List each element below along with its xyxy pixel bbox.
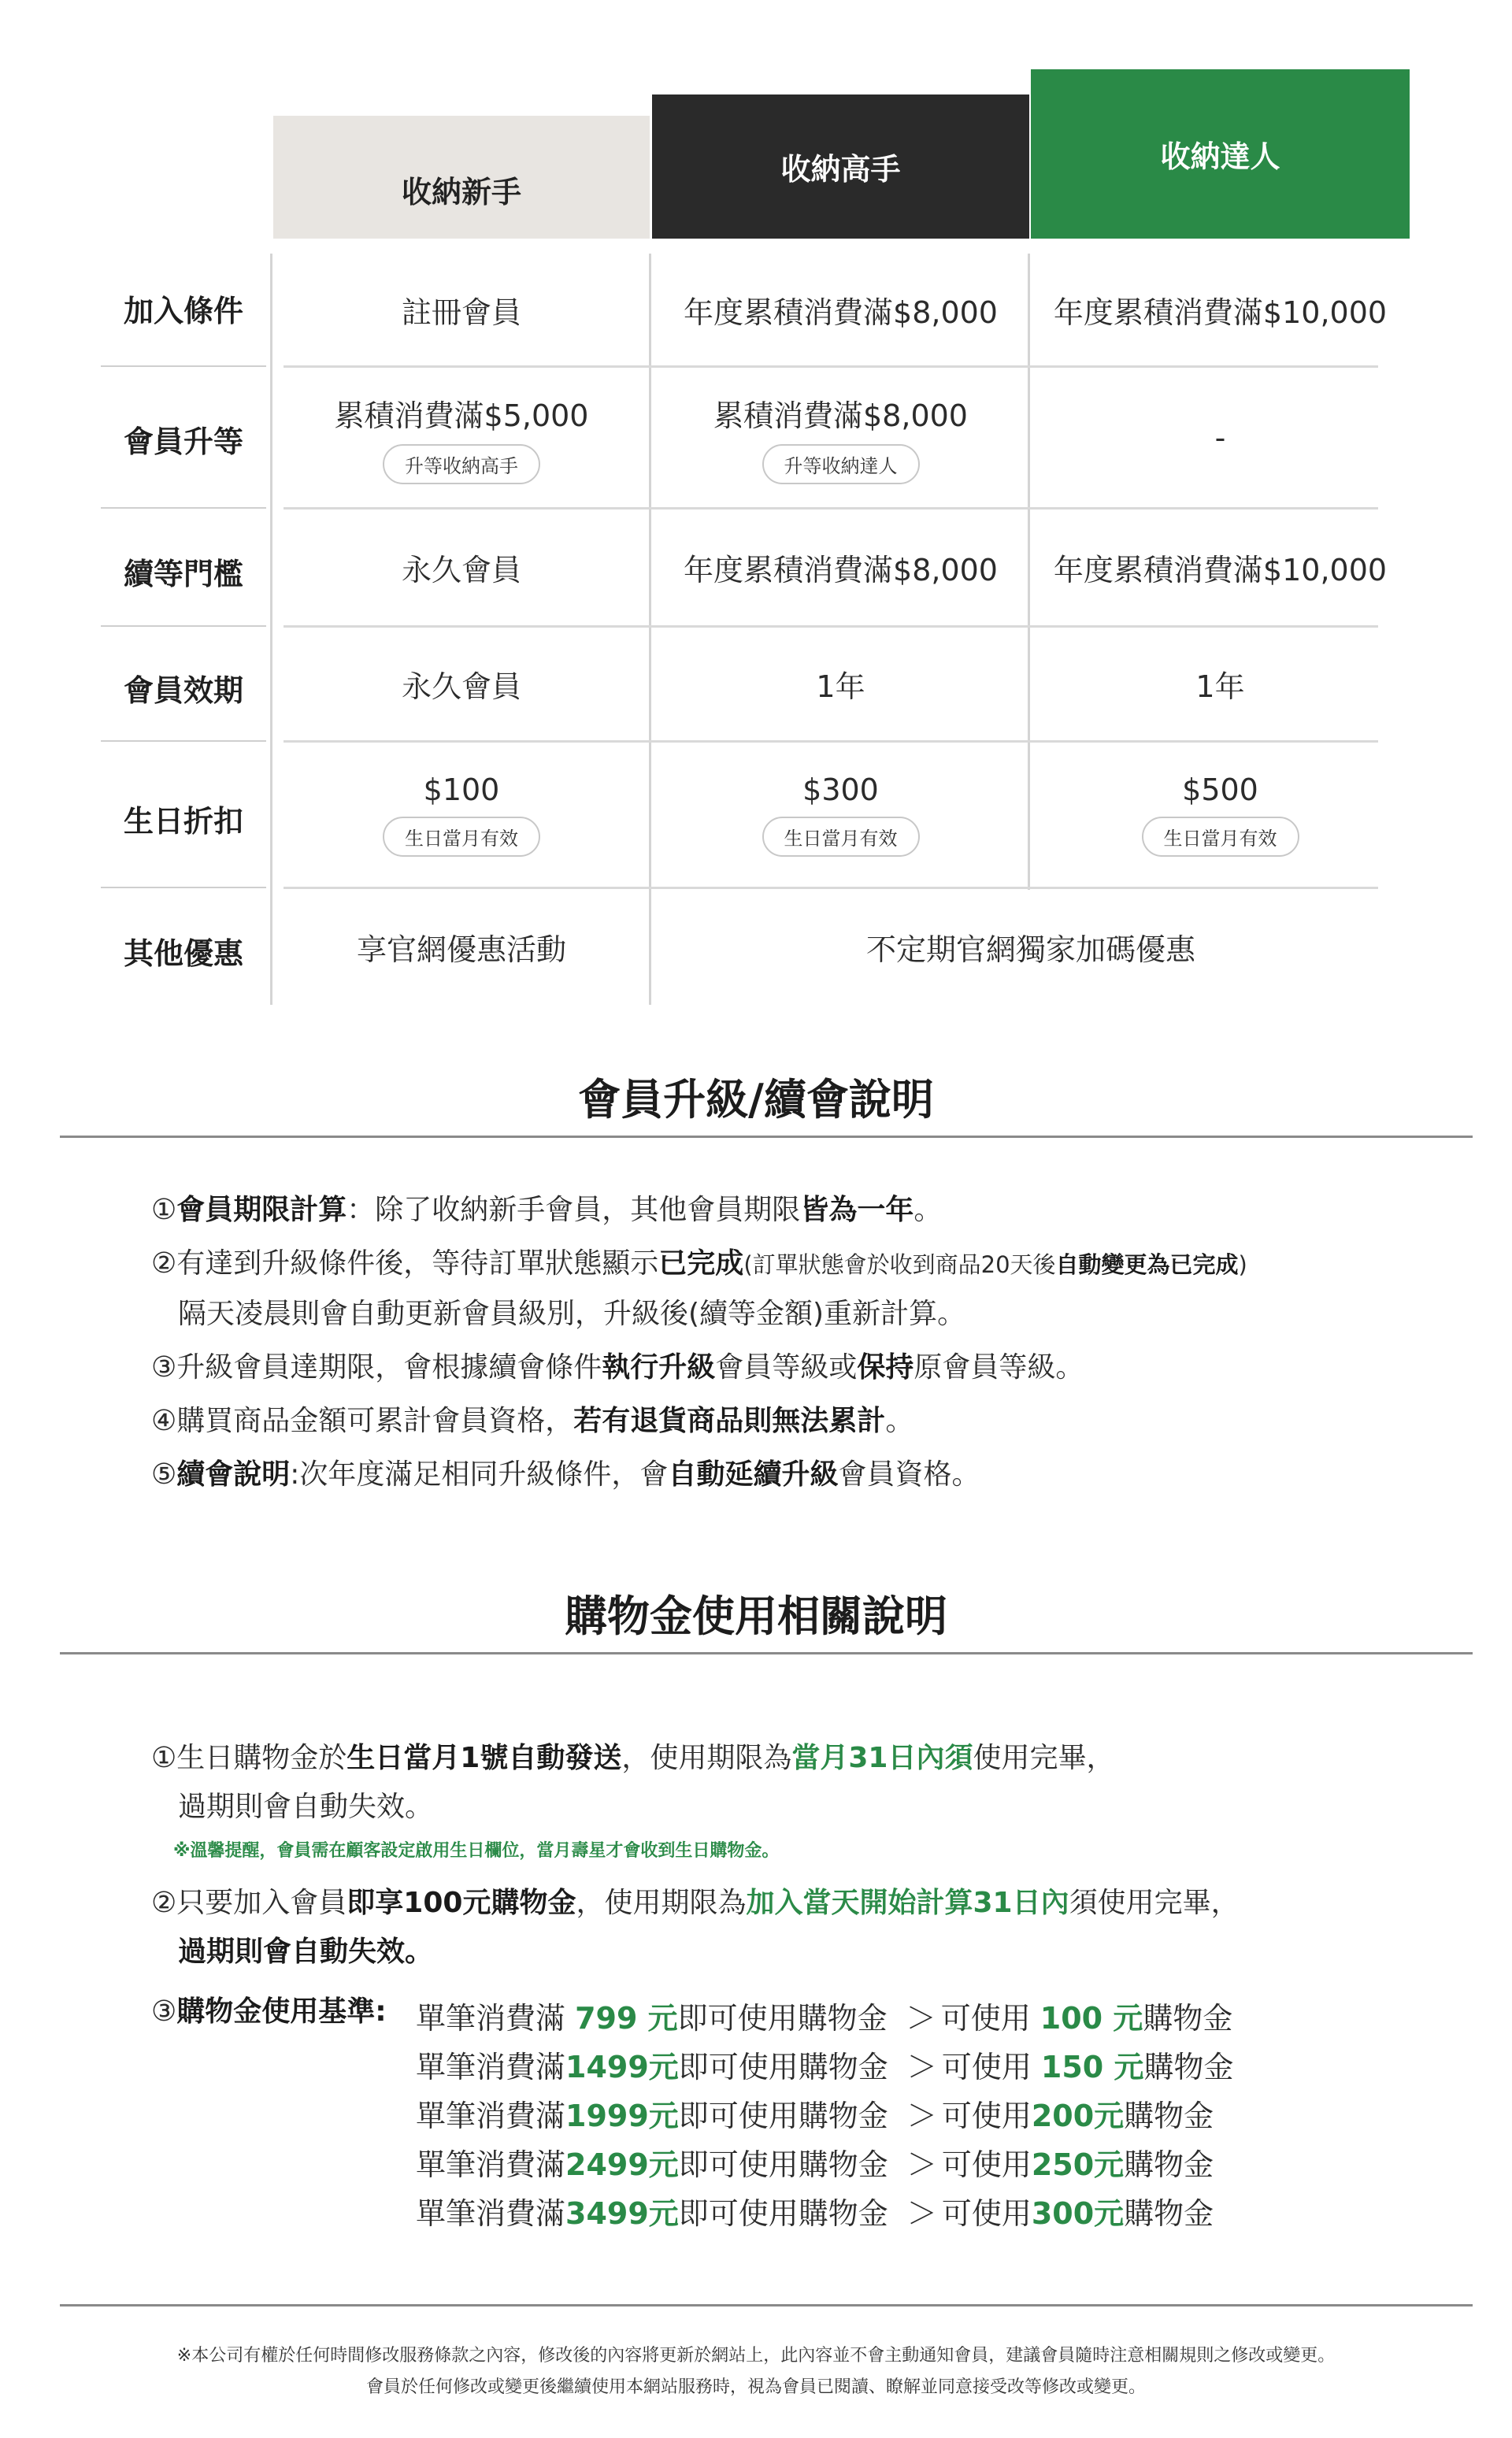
note-text: 購買商品金額可累計會員資格， — [176, 1405, 574, 1437]
cell-text: 註冊會員 — [401, 295, 521, 330]
standard-spend: 799 元 — [575, 2001, 678, 2036]
divider — [101, 740, 266, 742]
note-text: 會員等級或 — [715, 1351, 858, 1384]
tier-name: 收納高手 — [780, 152, 901, 187]
cell-upgrade-novice — [273, 368, 650, 507]
cell-text: 永久會員 — [401, 669, 521, 704]
standard-text: 購物金 — [1143, 2001, 1233, 2036]
note-text: ：除了收納新手會員，其他會員期限 — [346, 1194, 801, 1226]
birthday-badge: 生日當月有效 — [762, 817, 920, 857]
standard-amount: 250元 — [1031, 2147, 1125, 2182]
note-text: 須使用完畢， — [1069, 1887, 1240, 1919]
credit-note-1-line2: 過期則會自動失效。 — [178, 1791, 434, 1823]
standard-text: 購物金 — [1124, 2147, 1214, 2182]
cell-renew-expert — [652, 509, 1029, 625]
note-bold: 過期則會自動失效。 — [178, 1936, 434, 1968]
note-text: ) — [1238, 1251, 1247, 1278]
row-label-renew: 續等門檻 — [123, 557, 243, 591]
cell-renew-novice — [273, 509, 650, 625]
note-text: 原會員等級。 — [914, 1351, 1084, 1384]
note-bold: 續會說明 — [176, 1458, 291, 1491]
cell-text: 累積消費滿$8,000 — [713, 398, 968, 433]
upgrade-badge: 升等收納高手 — [383, 444, 540, 484]
standard-text: 單筆消費滿 — [416, 2099, 566, 2133]
note-text: 升級會員達期限，會根據續會條件 — [176, 1351, 602, 1384]
credit-note-3 — [151, 1994, 387, 2031]
footer-disclaimer-line2: 會員於任何修改或變更後繼續使用本網站服務時，視為會員已閱讀、瞭解並同意接受改等修改或變更。 — [365, 2377, 1146, 2397]
standard-spend: 2499元 — [565, 2147, 679, 2182]
standard-amount: 150 元 — [1040, 2050, 1144, 2084]
cell-text: 年度累積消費滿$10,000 — [1053, 553, 1388, 587]
standard-amount: 200元 — [1031, 2099, 1125, 2133]
birthday-badge: 生日當月有效 — [1142, 817, 1299, 857]
cell-text: 享官網優惠活動 — [356, 932, 566, 967]
note-bold: 保持 — [857, 1351, 914, 1384]
section-title-shopping-credit: 購物金使用相關說明 — [565, 1591, 947, 1641]
standard-row — [416, 2092, 1214, 2135]
note-text: ，使用期限為 — [621, 1742, 792, 1774]
note-4 — [151, 1403, 914, 1440]
cell-text: 永久會員 — [401, 553, 521, 587]
note-bold: 購物金使用基準: — [176, 1995, 387, 2028]
standard-row — [416, 1994, 1232, 2037]
standard-text: 即可使用購物金 — [678, 2196, 888, 2231]
note-number: ② — [151, 1247, 177, 1280]
arrow-icon: ＞ — [906, 2196, 937, 2231]
cell-other-rest — [652, 889, 1410, 1005]
divider — [101, 365, 266, 367]
standard-text: 可使用 — [941, 2050, 1041, 2084]
note-bold: 已完成 — [658, 1247, 744, 1280]
section-divider — [60, 1136, 1473, 1138]
credit-note-2-line2 — [178, 1934, 433, 1971]
standard-text: 即可使用購物金 — [678, 2050, 888, 2084]
row-label-validity: 會員效期 — [123, 673, 243, 708]
note-number: ① — [151, 1194, 177, 1226]
standard-row — [416, 2043, 1233, 2086]
cell-join-novice — [273, 254, 650, 365]
note-number: ③ — [151, 1351, 177, 1384]
cell-validity-novice — [273, 628, 650, 740]
cell-text: 1年 — [816, 669, 865, 704]
standard-row — [416, 2189, 1214, 2232]
row-label-other: 其他優惠 — [123, 936, 243, 971]
divider — [270, 254, 272, 1005]
note-text: 會員資格。 — [838, 1458, 980, 1491]
cell-join-expert — [652, 254, 1029, 365]
note-5 — [151, 1457, 980, 1494]
cell-birthday-expert — [652, 743, 1029, 887]
note-bold: 生日當月1號自動發送 — [346, 1742, 622, 1774]
cell-text: $300 — [802, 773, 879, 807]
divider — [101, 625, 266, 627]
note-bold: 會員期限計算 — [176, 1194, 347, 1226]
standard-text: 可使用 — [941, 2196, 1032, 2231]
standard-row — [416, 2140, 1214, 2184]
cell-text: 1年 — [1195, 669, 1245, 704]
tier-name: 收納新手 — [401, 174, 521, 209]
note-1 — [151, 1192, 942, 1229]
standard-text: 單筆消費滿 — [416, 2147, 566, 2182]
cell-birthday-novice — [273, 743, 650, 887]
note-bold: 自動變更為已完成 — [1055, 1251, 1239, 1278]
footer-disclaimer-line1: ※本公司有權於任何時間修改服務條款之內容，修改後的內容將更新於網站上，此內容並不會主動通知會員，建議會員隨時注意相關規則之修改或變更。 — [176, 2346, 1336, 2366]
cell-validity-master — [1031, 628, 1410, 740]
note-number: ④ — [151, 1405, 177, 1437]
standard-text: 購物金 — [1124, 2196, 1214, 2231]
footer-divider — [60, 2304, 1473, 2306]
note-bold: 若有退貨商品則無法累計 — [573, 1405, 886, 1437]
standard-amount: 100 元 — [1040, 2001, 1143, 2036]
standard-text: 購物金 — [1124, 2099, 1214, 2133]
cell-text: 累積消費滿$5,000 — [334, 398, 589, 433]
birthday-badge: 生日當月有效 — [383, 817, 540, 857]
standard-spend: 1499元 — [565, 2050, 679, 2084]
arrow-icon: ＞ — [906, 2147, 937, 2182]
arrow-icon: ＞ — [906, 2099, 937, 2133]
row-label-join: 加入條件 — [123, 294, 243, 328]
note-bold: 即享100元購物金 — [346, 1887, 576, 1919]
note-text: (訂單狀態會於收到商品20天後 — [743, 1251, 1056, 1278]
birthday-tip: ※溫馨提醒，會員需在顧客設定啟用生日欄位，當月壽星才會收到生日購物金。 — [173, 1841, 780, 1861]
note-text: :次年度滿足相同升級條件，會 — [290, 1458, 669, 1491]
cell-other-novice — [273, 889, 650, 1005]
note-3 — [151, 1350, 1084, 1387]
note-2 — [151, 1246, 1247, 1283]
note-number: ① — [151, 1742, 177, 1774]
standard-text: 可使用 — [941, 2147, 1032, 2182]
note-text: 只要加入會員 — [176, 1887, 347, 1919]
upgrade-badge: 升等收納達人 — [762, 444, 920, 484]
cell-text: 年度累積消費滿$10,000 — [1053, 295, 1388, 330]
cell-text: 年度累積消費滿$8,000 — [684, 553, 998, 587]
row-label-birthday: 生日折扣 — [123, 804, 243, 839]
standard-text: 可使用 — [941, 2099, 1032, 2133]
row-label-upgrade: 會員升等 — [123, 424, 243, 459]
note-highlight: 當月31日內須 — [791, 1742, 973, 1774]
note-text: ，使用期限為 — [576, 1887, 747, 1919]
note-2-line2: 隔天凌晨則會自動更新會員級別，升級後(續等金額)重新計算。 — [178, 1298, 966, 1330]
credit-note-2 — [151, 1885, 1240, 1922]
cell-text: - — [1214, 420, 1226, 455]
standard-text: 單筆消費滿 — [416, 2050, 566, 2084]
cell-text: 不定期官網獨家加碼優惠 — [865, 932, 1195, 967]
standard-spend: 3499元 — [565, 2196, 679, 2231]
standard-text: 購物金 — [1143, 2050, 1234, 2084]
cell-join-master — [1031, 254, 1410, 365]
cell-renew-master — [1031, 509, 1410, 625]
note-text: 。 — [885, 1405, 914, 1437]
note-text: 有達到升級條件後，等待訂單狀態顯示 — [176, 1247, 659, 1280]
credit-note-1 — [151, 1740, 1115, 1777]
cell-upgrade-expert — [652, 368, 1029, 507]
divider — [101, 507, 266, 509]
tier-header-master — [1031, 69, 1410, 239]
note-bold: 自動延續升級 — [668, 1458, 839, 1491]
cell-text: $100 — [423, 773, 500, 807]
tier-header-novice — [273, 116, 650, 239]
divider — [101, 887, 266, 888]
cell-upgrade-master — [1031, 368, 1410, 507]
note-bold: 皆為一年 — [800, 1194, 914, 1226]
tier-name: 收納達人 — [1160, 139, 1280, 174]
standard-text: 即可使用購物金 — [677, 2001, 888, 2036]
arrow-icon: ＞ — [906, 2050, 937, 2084]
standard-text: 可使用 — [940, 2001, 1040, 2036]
section-divider — [60, 1652, 1473, 1654]
note-text: 。 — [914, 1194, 943, 1226]
standard-text: 即可使用購物金 — [678, 2099, 888, 2133]
note-highlight: 加入當天開始計算31日內 — [746, 1887, 1069, 1919]
note-text: 使用完畢， — [973, 1742, 1115, 1774]
cell-text: 年度累積消費滿$8,000 — [684, 295, 998, 330]
note-number: ⑤ — [151, 1458, 177, 1491]
cell-validity-expert — [652, 628, 1029, 740]
arrow-icon: ＞ — [906, 2001, 936, 2036]
standard-spend: 1999元 — [565, 2099, 679, 2133]
standard-text: 單筆消費滿 — [416, 2001, 576, 2036]
standard-text: 單筆消費滿 — [416, 2196, 566, 2231]
note-bold: 執行升級 — [602, 1351, 716, 1384]
standard-amount: 300元 — [1031, 2196, 1125, 2231]
cell-birthday-master — [1031, 743, 1410, 887]
note-number: ② — [151, 1887, 177, 1919]
section-title-membership: 會員升級/續會說明 — [578, 1075, 934, 1125]
cell-text: $500 — [1182, 773, 1258, 807]
note-number: ③ — [151, 1995, 177, 2028]
standard-text: 即可使用購物金 — [678, 2147, 888, 2182]
note-text: 生日購物金於 — [176, 1742, 347, 1774]
tier-header-expert — [652, 94, 1029, 239]
